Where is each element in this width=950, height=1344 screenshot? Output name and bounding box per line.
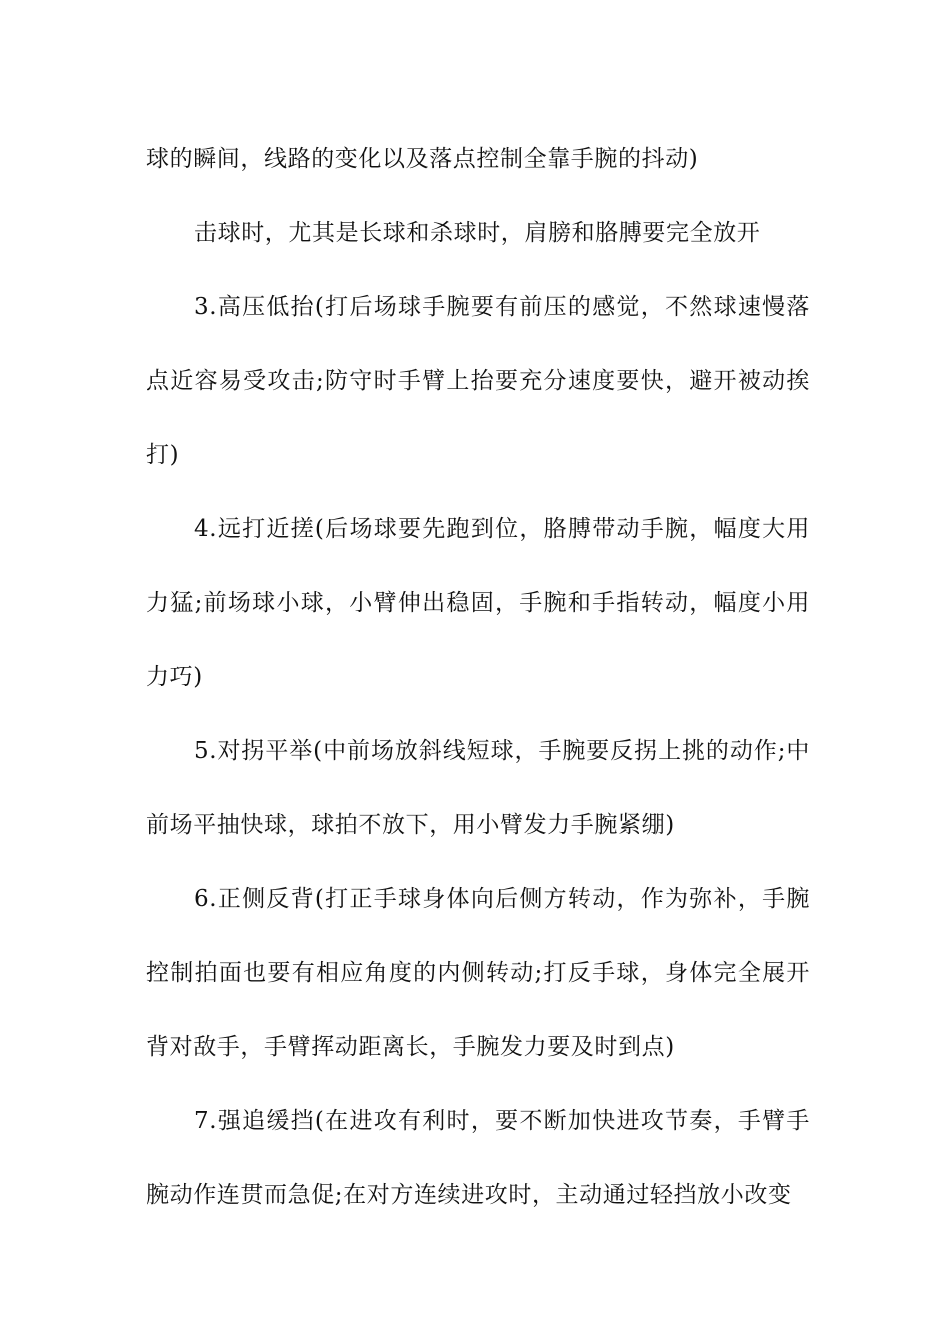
paragraph-continuation: 球的瞬间，线路的变化以及落点控制全靠手腕的抖动) <box>146 146 699 172</box>
paragraph-point-3: 3.高压低抬(打后场球手腕要有前压的感觉，不然球速慢落点近容易受攻击;防守时手臂上抬要充分速度要快，避开被动挨打) <box>146 294 810 468</box>
paragraph-point-6: 6.正侧反背(打正手球身体向后侧方转动，作为弥补，手腕控制拍面也要有相应角度的内侧转动;打反手球，身体完全展开背对敌手，手臂挥动距离长，手腕发力要及时到点) <box>146 886 810 1060</box>
paragraph-point-7: 7.强追缓挡(在进攻有利时，要不断加快进攻节奏，手臂手腕动作连贯而急促;在对方连续进攻时，主动通过轻挡放小改变 <box>146 1108 810 1208</box>
paragraph-hitting-tip: 击球时，尤其是长球和杀球时，肩膀和胳膊要完全放开 <box>194 220 761 246</box>
paragraph-point-4: 4.远打近搓(后场球要先跑到位，胳膊带动手腕，幅度大用力猛;前场球小球，小臂伸出稳固，手腕和手指转动，幅度小用力巧) <box>146 516 810 690</box>
document-body <box>146 122 810 1232</box>
paragraph-point-5: 5.对拐平举(中前场放斜线短球，手腕要反拐上挑的动作;中前场平抽快球，球拍不放下，用小臂发力手腕紧绷) <box>146 738 810 838</box>
